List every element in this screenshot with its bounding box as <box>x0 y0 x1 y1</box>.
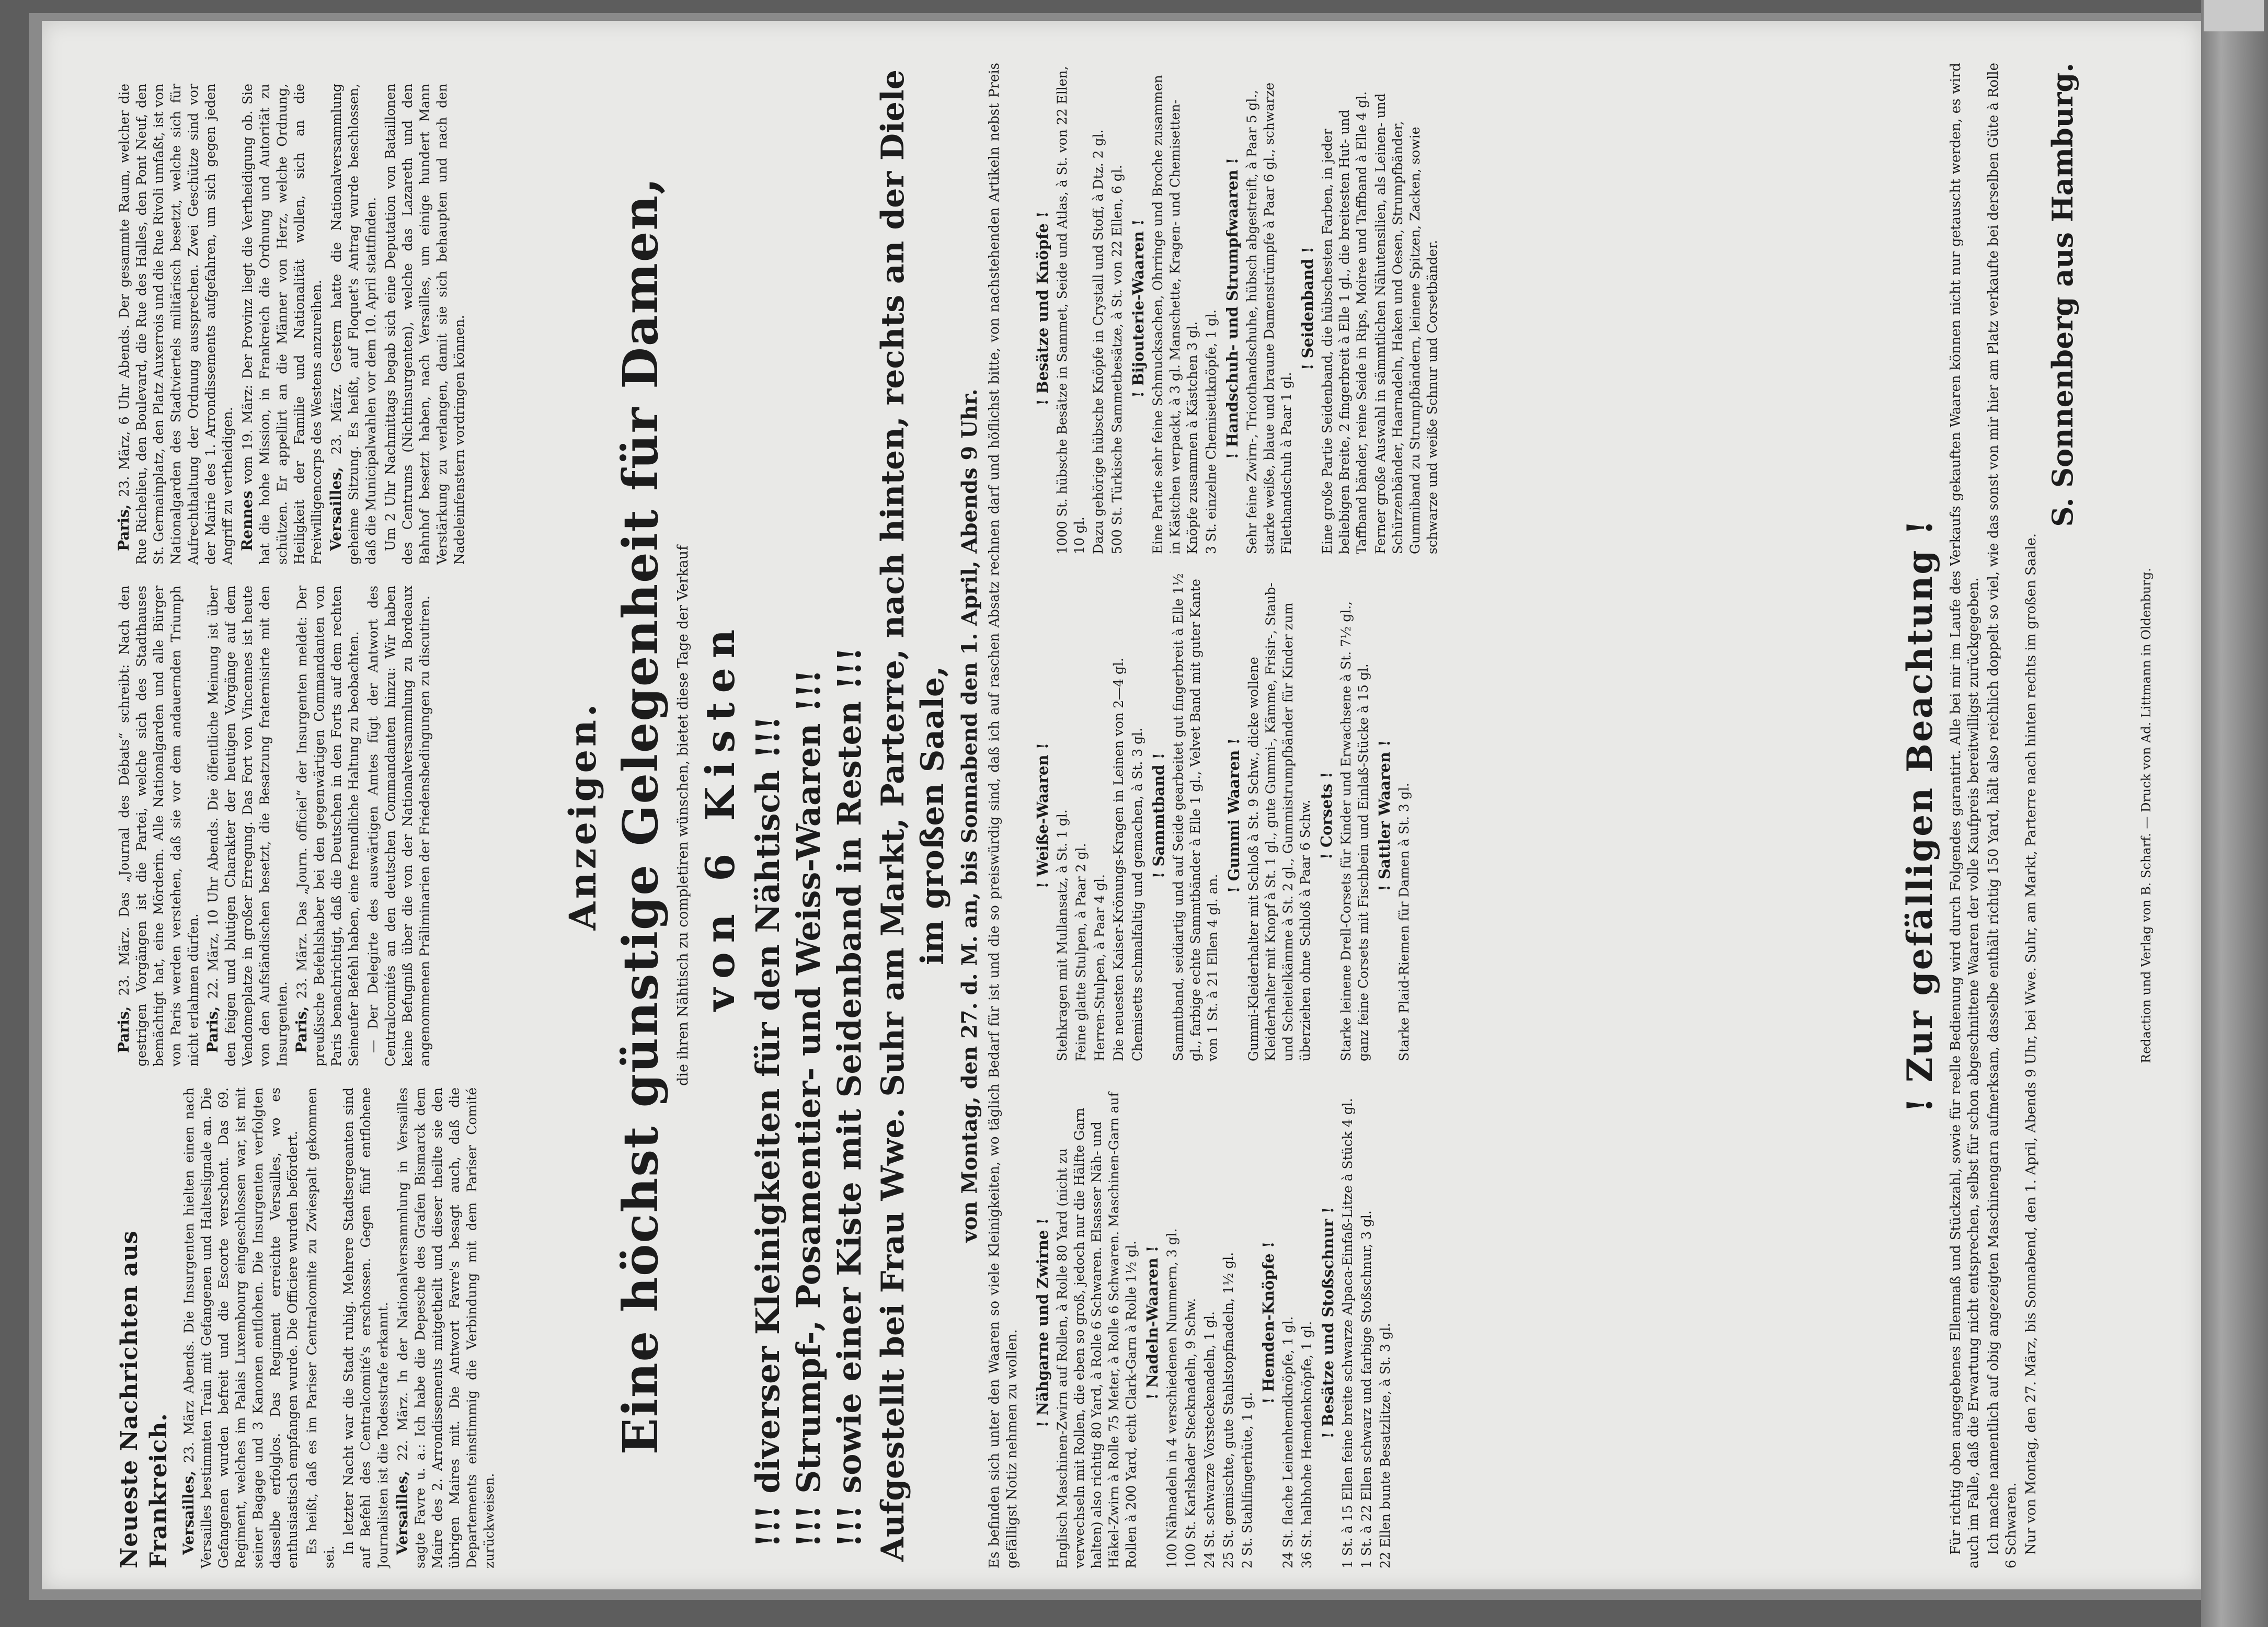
item-section-heading: ! Seidenband ! <box>1299 246 1316 371</box>
ad-date: von Montag, den 27. d. M. an, bis Sonnabend den 1. April, Abends 9 Uhr. <box>957 388 982 1243</box>
item-entry: Gummi-Kleiderhalter mit Schloß à St. 9 Schw., dicke wollene Kleiderhalter mit Knopf à St. 1 gl., gute Gummi-, Kämme, Frisir-, Staub- und Scheitelkämme à St. 2 gl., Gummistrumpfbänder für Kinder zum überziehen ohne Schloß à Paar 6 Schw. <box>1246 582 1313 1061</box>
item-entry: Sammtband, seidiartig und auf Seide gearbeitet gut fingerbreit à Elle 1½ gl., farbige echte Sammtbänder à Elle 1 gl., Velvet Band mit guter Kante von 1 St. à 21 Ellen 4 gl. an. <box>1171 573 1220 1061</box>
item-entry: Eine große Partie Seidenband, die hübschesten Farben, in jeder beliebigen Breite, 2 fingerbreit à Elle 1 gl., die breitesten Hut- und Taffband bänder, reine Seide in Rips, Moiree und Taffband à Elle 4 gl. <box>1320 91 1369 554</box>
item-entry: 36 St. halbhohe Hemdenknöpfe, 1 gl. <box>1299 1321 1314 1568</box>
news-paragraph: Versailles, 23. März Abends. Die Insurgenten hielten einen nach Versailles bestimmten Train mit Gefangenen und Halteslignale an. Die Gefangenen wurden befreit und die Escorte verschont. Das 69. Regiment, welches im Palais Luxembourg eingeschlossen war, ist mit seiner Bagage und 3 Kanonen entflohen. Die Insurgenten verfolgten dasselbe erfolglos. Das Regiment erreichte Versailles, wo es enthusiastisch empfangen wurde. Die Officiere wurden befördert. <box>180 1087 300 1568</box>
news-headline: Neueste Nachrichten aus Frankreich. <box>116 1230 172 1568</box>
news-section <box>115 63 544 1568</box>
item-entry: 100 St. Karlsbader Stecknadeln, 9 Schw. <box>1183 1298 1198 1568</box>
ad-line-2: !!! Strumpf-, Posamentier- und Weiss-Waaren !!! <box>789 669 828 1548</box>
imprint-line: Redaction und Verlag von B. Scharf. — Druck von Ad. Littmann in Oldenburg. <box>2139 568 2154 1063</box>
ad-intro: Es befinden sich unter den Waaren so viele Kleinigkeiten, wo täglich Bedarf für ist und die so preiswürdig sind, daß ich auf raschen Absatz rechnen darf und höflichst bitte, von nachstehenden Artikeln nebst Preis gefälligst Notiz nehmen zu wollen. <box>987 63 1020 1568</box>
item-entry: Stehkragen mit Mullansatz, à St. 1 gl. <box>1055 809 1070 1061</box>
ad-location: Aufgestellt bei Frau Wwe. Suhr am Markt, Parterre, nach hinten, rechts an der Diele im großen Saale, <box>875 70 951 1562</box>
item-entry: 100 Nähnadeln in 4 verschiedenen Nummern, 3 gl. <box>1164 1228 1179 1568</box>
news-paragraph: Versailles, 22. März. In der Nationalversammlung in Versailles sagte Favre u. a.: Ich habe die Depesche des Grafen Bismarck dem Maire des 2. Arrondissements mitgetheilt und dieser theilte sie den übrigen Maires mit. Die Antwort Favre's besagt auch, daß die Departements einstimmig die Verbindung mit dem Pariser Comité zurückweisen. <box>394 1087 497 1568</box>
item-entry: Die neuesten Kaiser-Krönungs-Kragen in Leinen von 2—4 gl. <box>1111 658 1126 1061</box>
ad-line-1: !!! diverser Kleinigkeiten für den Nähtisch !!! <box>749 716 787 1548</box>
item-section-heading: ! Besätze und Knöpfe ! <box>1034 211 1051 406</box>
notice-block <box>1898 63 2081 1568</box>
ad-exclaim-lines <box>748 63 870 1548</box>
item-entry: 24 St. schwarze Vorsteckenadeln, 1 gl. <box>1202 1311 1217 1568</box>
news-paragraph: Paris, 23. März. Das „Journ. officiel“ der Insurgenten meldet: Der preußische Befehlshaber bei den gegenwärtigen Commandanten von Paris benachrichtigt, daß die Deutschen in den Forts auf dem rechten Seineufer Befehl haben, eine freundliche Haltung zu beobachten. <box>293 586 361 1067</box>
dateline: Paris, <box>115 497 132 551</box>
item-entry: 1 St. à 15 Ellen feine breite schwarze Alpaca-Einfaß-Litze à Stück 4 gl. <box>1340 1098 1355 1568</box>
news-paragraphs-3 <box>115 84 468 565</box>
item-entry: 24 St. flache Leinenhemdknöpfe, 1 gl. <box>1280 1316 1296 1568</box>
item-section-heading: ! Besätze und Stoßschnur ! <box>1319 1207 1337 1439</box>
news-paragraph: Paris, 23. März. Das „Journal des Débats“ schreibt: Nach den gestrigen Vorgängen ist die Partei, welche sich des Stadthauses bemächtigt hat, eine Mörderin. Alle Nationalgarden und alle Bürger von Paris werden verstehen, daß sie vor dem andauernden Triumph nicht erlahmen dürfen. <box>115 586 201 1067</box>
item-entry: Eine Partie sehr feine Schmucksachen, Ohrringe und Broche zusammen in Kästchen verpackt, à 3 gl. Manschette, Kragen- und Chemisetten-Knöpfe zusammen à Kästchen 3 gl. <box>1150 75 1200 554</box>
item-section-heading: ! Gummi Waaren ! <box>1225 738 1243 893</box>
item-entry: 500 St. Türkische Sammetbesätze, à St. von 22 Ellen, 6 gl. <box>1109 165 1125 554</box>
item-section-heading: ! Sattler Waaren ! <box>1376 740 1393 891</box>
ads-section <box>559 63 2154 1568</box>
book-binding <box>2201 0 2268 1627</box>
item-section-heading: ! Nähgarne und Zwirne ! <box>1034 1218 1051 1428</box>
notice-paragraph: Nur von Montag, den 27. März, bis Sonnabend, den 1. April, Abends 9 Uhr, bei Wwe. Suhr, am Markt, Parterre nach hinten rechts im großen Saale. <box>2023 533 2039 1555</box>
item-entry: Herren-Stulpen, à Paar 4 gl. <box>1092 874 1107 1061</box>
item-section-heading: ! Nadeln-Waaren ! <box>1143 1245 1161 1400</box>
item-entry: Ferner große Auswahl in sämmtlichen Nähutensilien, als Leinen- und Schürzenbänder, Haarnadeln, Haken und Oesen, Strumpfbänder, Gummiband zu Strumpfbändern, leinene Spitzen, Zacken, sowie schwarze und weiße Schnur und Corsetbänder. <box>1373 93 1440 554</box>
item-section-heading: ! Hemden-Knöpfe ! <box>1259 1241 1277 1404</box>
dateline: Versailles, <box>327 454 345 551</box>
item-entry: 22 Ellen bunte Besatzlitze, à St. 3 gl. <box>1378 1323 1393 1568</box>
ad-line-3: !!! sowie einer Kiste mit Seidenband in Resten !!! <box>830 647 868 1548</box>
ad-headline: Eine höchst günstige Gelegenheit für Damen, <box>612 176 669 1455</box>
item-entry: 3 St. einzelne Chemisettknöpfe, 1 gl. <box>1204 309 1219 554</box>
news-paragraphs-2 <box>115 586 433 1067</box>
item-section-heading: ! Corsets ! <box>1318 772 1335 860</box>
ad-kisten-line: von 6 Kisten <box>697 620 743 1012</box>
ad-items-column-3 <box>1030 63 1442 554</box>
dateline: Paris, <box>204 999 221 1053</box>
news-paragraph: In letzter Nacht war die Stadt ruhig. Mehrere Stadtsergeanten sind auf Befehl des Centralcomité's erschossen. Gegen fünf entflohene Journalisten ist die Todesstrafe erkannt. <box>341 1087 391 1568</box>
dateline: Versailles, <box>394 1460 411 1555</box>
item-entry: 25 St. gemischte, gute Stahlstopfnadeln, 1½ gl. <box>1221 1252 1236 1568</box>
ad-items-column-1 <box>1030 1077 1395 1568</box>
item-section-heading: ! Sammtband ! <box>1150 752 1167 879</box>
news-paragraph: — Der Delegirte des auswärtigen Amtes fügt der Antwort des Centralcomités an den deutschen Commandanten hinzu: Wir haben keine Befugniß über die von der Nationalversammlung zu Bordeaux angenommenen Präliminarien der Friedensbedingungen zu discutiren. <box>365 586 432 1067</box>
item-entry: Chemisetts schmalfaltig und gemachen, à St. 3 gl. <box>1130 727 1145 1061</box>
ad-items-column-2 <box>1030 570 1414 1061</box>
notice-paragraph: Für richtig oben angegebenes Ellenmaß und Stückzahl, sowie für reelle Bedienung wird durch Folgendes garantirt. Alle bei mir im Laufe des Verkaufs gekauften Waaren können nicht nur getauscht werden, es wird auch im Falle, daß die Erwartung nicht entsprechen, selbst für schon abgeschnittene Waaren der volle Kaufpreis bereitwilligst zurückgegeben. <box>1948 63 1981 1568</box>
item-entry: 2 St. Stahlfingerhüte, 1 gl. <box>1240 1392 1255 1568</box>
dateline: Rennes <box>238 484 256 551</box>
news-paragraph: Es heißt, daß es im Pariser Centralcomite zu Zwiespalt gekommen sei. <box>304 1087 337 1568</box>
item-entry: Dazu gehörige hübsche Knöpfe in Crystall und Stoff, à Dtz. 2 gl. <box>1091 129 1106 554</box>
item-entry: Starke leinene Drell-Corsets für Kinder und Erwachsene à St. 7½ gl., ganz feine Corsets mit Fischbein und Einlaß-Stücke à 15 gl. <box>1338 601 1371 1061</box>
rotated-page-content <box>115 52 2154 1568</box>
notice-paragraph: Ich mache namentlich auf obig angezeigten Maschinengarn aufmerksam, dasselbe enthält richtig 150 Yard, hält also reichlich doppelt so viel, wie das sonst von mir hier am Platz verkaufte bei derselben Güte à Rolle 6 Schwaren. <box>1986 63 2019 1568</box>
news-paragraph: Um 2 Uhr Nachmittags begab sich eine Deputation von Bataillonen des Centrums (Nichtinsurgenten), welche das Lazareth und den Bahnhof besetzt haben, nach Versailles, um einige hundert Mann Verstärkung zu verlangen, damit sie sich behaupten und nach den Nadeleinfenstern vordringen können. <box>383 84 467 565</box>
news-paragraph: Paris, 22. März, 10 Uhr Abends. Die öffentliche Meinung ist über den feigen und blutigen Charakter der heutigen Vorgänge auf dem Vendomeplatze in großer Erregung. Das Fort von Vincennes ist heute von den Aufständischen besetzt, die Besatzung fraternisirte mit den Insurgenten. <box>204 586 290 1067</box>
news-paragraph: Paris, 23. März, 6 Uhr Abends. Der gesammte Raum, welcher die Rue Richelieu, den Boulevard, die Rue des Halles, den Pont Neuf, den St. Germainplatz, den Platz Auxerrois und die Rue Rivoli umfaßt, ist von Nationalgarden des Stadtviertels militärisch besetzt, welche sich für Aufrechthaltung der Ordnung aussprechen. Zwei Geschütze sind vor der Mairie des 1. Arrondissements aufgefahren, um sich gegen jeden Angriff zu vertheidigen. <box>115 84 235 565</box>
news-column-1 <box>115 1087 544 1568</box>
item-entry: Sehr feine Zwirn-, Tricothandschuhe, hübsch abgestreift, à Paar 5 gl., starke weiße, blaue und braune Damenstrümpfe à Paar 6 gl., schwarze Filethandschuh à Paar 1 gl. <box>1244 82 1294 554</box>
item-entry: 1 St. à 22 Ellen schwarz und farbige Stoßschnur, 3 gl. <box>1359 1210 1374 1568</box>
news-column-3 <box>115 84 544 565</box>
dateline: Versailles, <box>180 1462 197 1555</box>
item-entry: Englisch Maschinen-Zwirn auf Rollen, à Rolle 80 Yard (nicht zu verwechseln mit Rollen, die eben so groß, jedoch nur die Hälfte Garn halten) also richtig 80 Yard, à Rolle 6 Schwaren. Elsasser Näh- und Häkel-Zwirn à Rolle 75 Meter, à Rolle 6 Schwaren. Maschinen-Garn auf Rollen à 200 Yard, echt Clark-Garn à Rolle 1½ gl. <box>1055 1092 1139 1568</box>
advertiser-signature: S. Sonnenberg aus Hamburg. <box>2046 63 2079 527</box>
item-section-heading: ! Weiße-Waaren ! <box>1034 742 1051 889</box>
notice-body <box>1947 63 2040 1568</box>
item-section-heading: ! Handschuh- und Strumpfwaaren ! <box>1223 157 1241 460</box>
item-entry: Feine glatte Stulpen, à Paar 2 gl. <box>1073 843 1089 1061</box>
news-paragraph: Rennes vom 19. März: Der Provinz liegt die Vertheidigung ob. Sie hat die hohe Mission, in Frankreich die Ordnung und Autorität zu schützen. Er appellirt an die Männer von Herz, welche Ordnung, Heiligkeit der Familie und Nationalität wollen, sich an die Freiwilligencorps des Westens anzureihen. <box>238 84 324 565</box>
news-paragraph: Versailles, 23. März. Gestern hatte die Nationalversammlung geheime Sitzung. Es heißt, auf Floquet's Antrag wurde beschlossen, daß die Municipalwahlen vor dem 10. April stattfinden. <box>327 84 379 565</box>
notice-title: ! Zur gefälligen Beachtung ! <box>1899 518 1940 1113</box>
dateline: Paris, <box>293 999 310 1053</box>
item-entry: 1000 St. hübsche Besätze in Sammet, Seide und Atlas, à St. von 22 Ellen, 10 gl. <box>1055 66 1087 554</box>
news-column-2 <box>115 586 544 1067</box>
item-section-heading: ! Bijouterie-Waaren ! <box>1129 219 1147 398</box>
news-paragraphs-1 <box>180 1087 498 1568</box>
ads-section-title: Anzeigen. <box>561 701 604 931</box>
ad-subline: die ihren Nähtisch zu completiren wünschen, bietet diese Tage der Verkauf <box>675 545 691 1086</box>
binding-top <box>2204 0 2264 31</box>
dateline: Paris, <box>115 995 132 1053</box>
item-entry: Starke Plaid-Riemen für Damen à St. 3 gl. <box>1396 783 1412 1061</box>
